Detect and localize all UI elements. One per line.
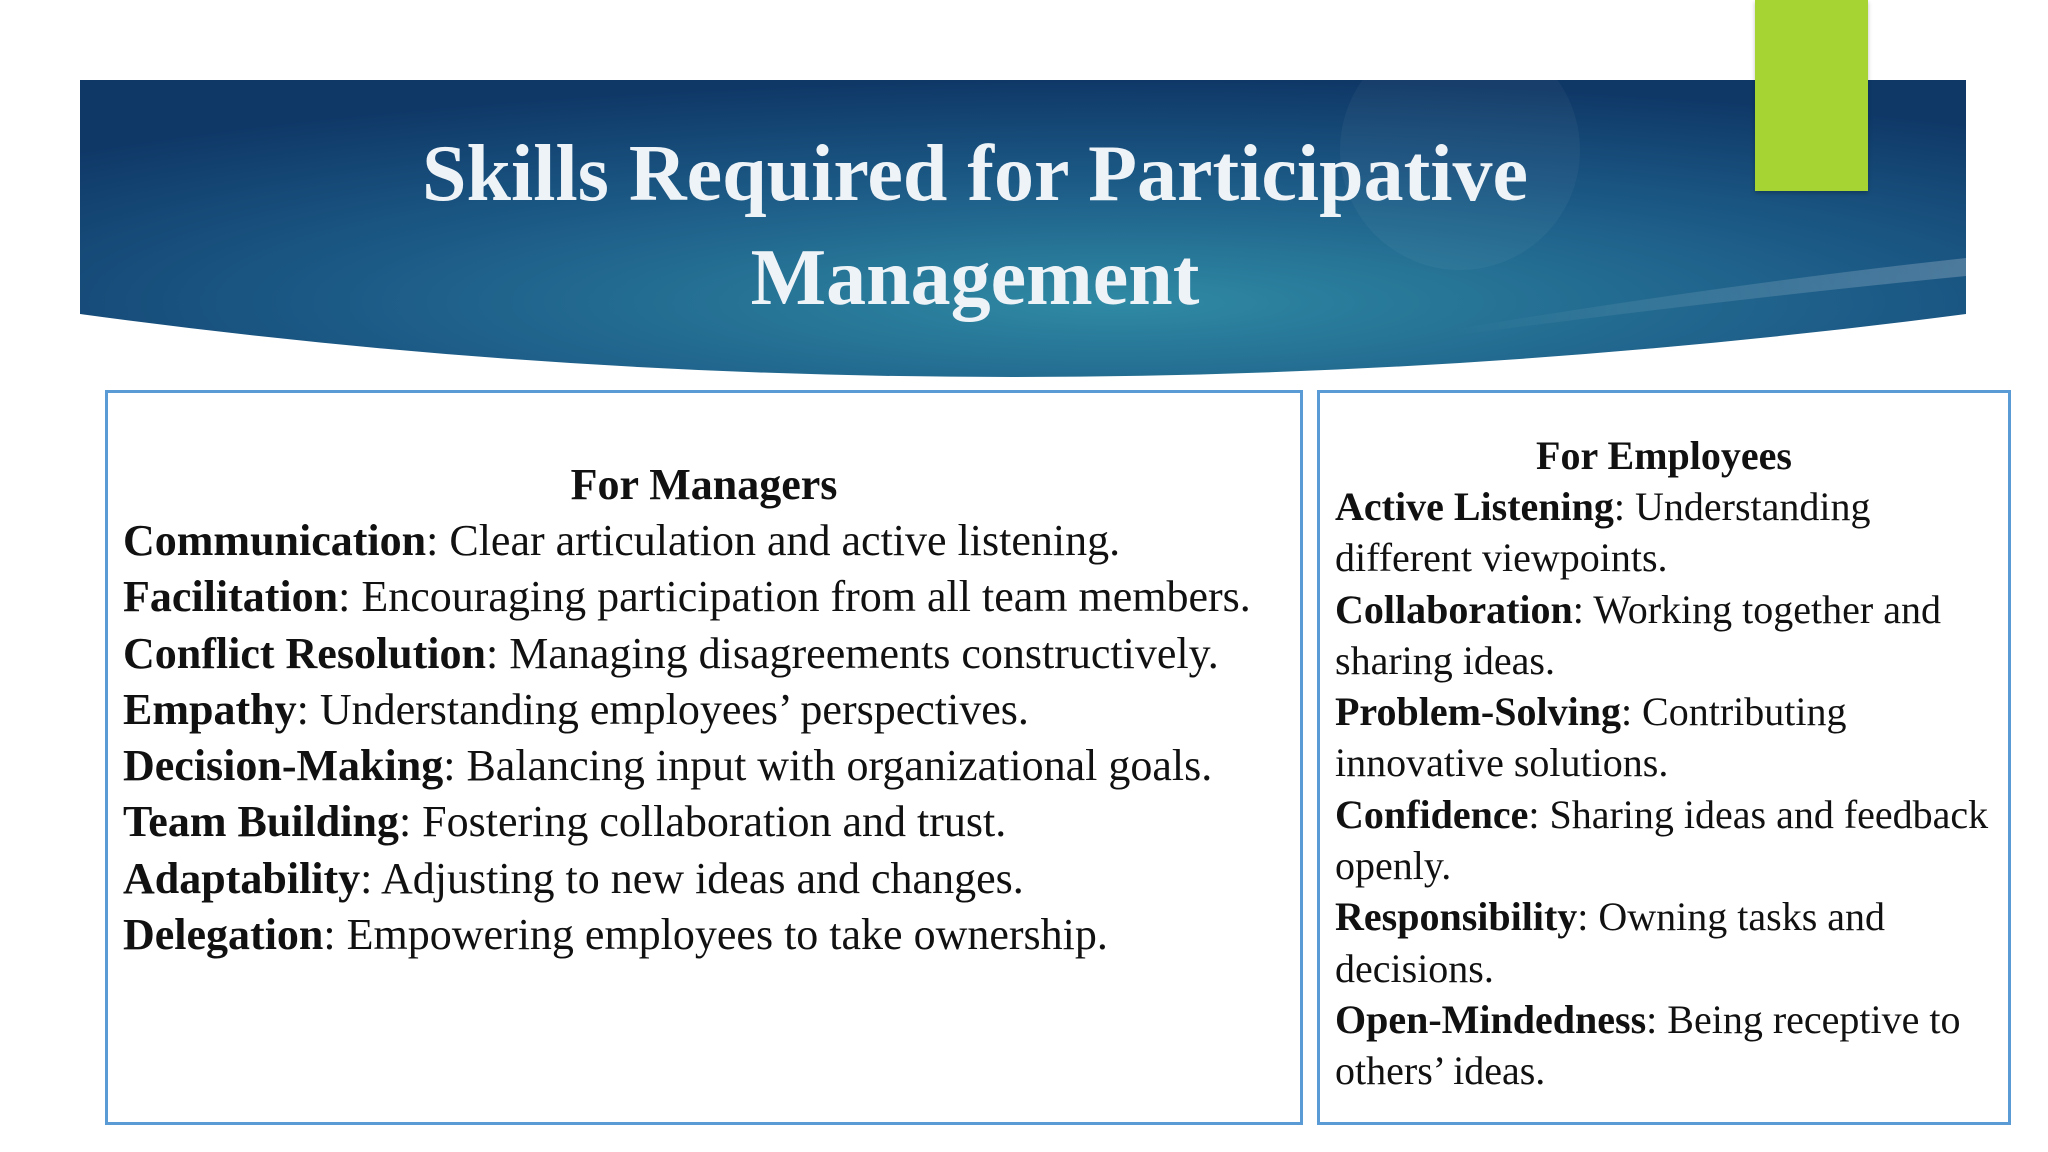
skill-description: : Fostering collaboration and trust. <box>398 797 1007 847</box>
list-item <box>123 851 1300 907</box>
list-item <box>1335 686 2008 789</box>
managers-heading: For Managers <box>570 460 838 509</box>
skill-term: Problem-Solving <box>1335 689 1621 735</box>
skill-description: : Clear articulation and active listening. <box>426 516 1121 565</box>
skill-term: Decision-Making <box>123 741 444 791</box>
accent-bar <box>1755 0 1868 191</box>
skill-description: : Balancing input with organizational goals. <box>443 741 1213 791</box>
skill-term: Facilitation <box>123 572 339 622</box>
skill-term: Conflict Resolution <box>123 628 486 678</box>
skill-term: Active Listening <box>1335 484 1614 529</box>
list-item <box>123 626 1300 682</box>
list-item <box>1335 789 2008 892</box>
skill-description: : Empowering employees to take ownership. <box>323 910 1108 960</box>
skill-description: : Owning tasks and decisions. <box>1335 894 1886 991</box>
skill-term: Confidence <box>1335 791 1529 837</box>
employees-skill-list <box>1335 481 2008 1097</box>
skill-term: Collaboration <box>1335 586 1573 632</box>
list-item <box>1335 994 2008 1097</box>
skill-term: Team Building <box>123 797 399 847</box>
list-item <box>1335 891 2008 994</box>
managers-panel <box>105 390 1303 1125</box>
skill-description: : Understanding different viewpoints. <box>1335 484 1871 581</box>
list-item <box>123 513 1300 569</box>
employees-panel <box>1317 390 2011 1125</box>
skill-term: Responsibility <box>1335 894 1578 940</box>
managers-skill-list <box>123 513 1300 963</box>
skill-term: Open-Mindedness <box>1335 996 1647 1042</box>
list-item <box>123 738 1300 794</box>
skill-description: : Contributing innovative solutions. <box>1335 689 1847 786</box>
skill-term: Delegation <box>123 910 324 960</box>
skill-description: : Understanding employees’ perspectives. <box>296 684 1029 734</box>
skill-description: : Being receptive to others’ ideas. <box>1335 996 1961 1094</box>
list-item <box>123 794 1300 850</box>
list-item <box>1335 481 2008 584</box>
list-item <box>1335 584 2008 687</box>
skill-term: Adaptability <box>123 853 361 903</box>
slide-title: Skills Required for Participative Management <box>422 130 1528 322</box>
list-item <box>123 682 1300 738</box>
skill-description: : Managing disagreements constructively. <box>486 628 1219 678</box>
skill-description: : Adjusting to new ideas and changes. <box>360 853 1024 903</box>
list-item <box>123 907 1300 963</box>
skill-term: Communication <box>123 516 427 565</box>
list-item <box>123 569 1300 625</box>
skill-term: Empathy <box>123 684 297 734</box>
employees-heading: For Employees <box>1536 433 1792 478</box>
skill-description: : Working together and sharing ideas. <box>1335 586 1941 683</box>
skill-description: : Sharing ideas and feedback openly. <box>1335 791 1989 889</box>
skill-description: : Encouraging participation from all team members. <box>338 572 1251 622</box>
